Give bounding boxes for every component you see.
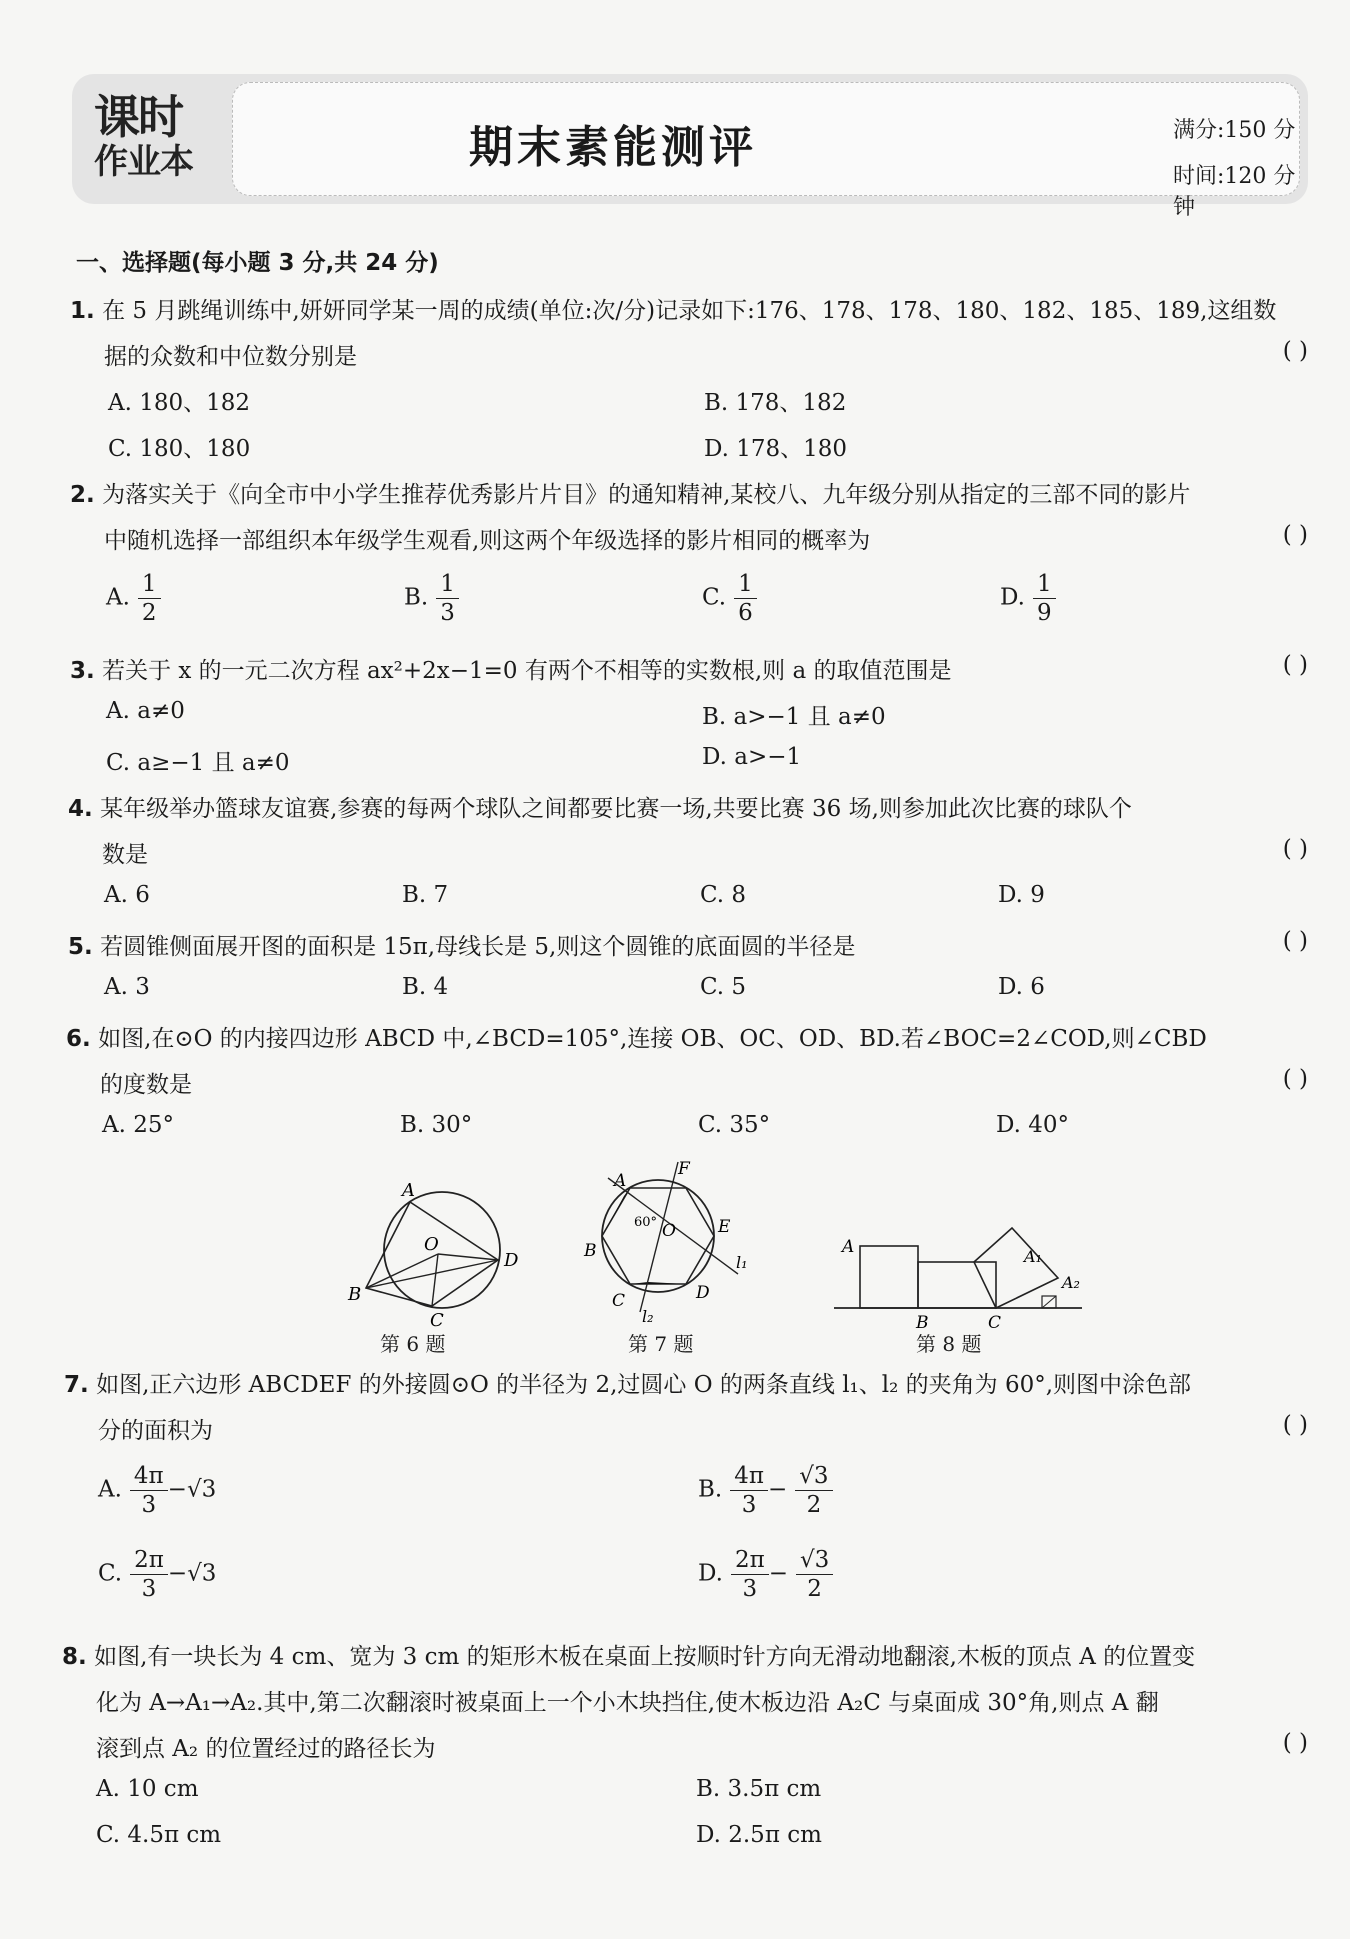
q8-line2: 化为 A→A₁→A₂.其中,第二次翻滚时被桌面上一个小木块挡住,使木板边沿 A₂C 与桌面成 30°角,则点 A 翻: [96, 1690, 1159, 1716]
q8-line1: [62, 1638, 1195, 1671]
q8-option-d: D. 2.5π cm: [696, 1822, 822, 1848]
q7-b-num: 4π: [730, 1462, 768, 1491]
q7-c-label: C.: [98, 1560, 123, 1587]
q2-d-label: D.: [1000, 584, 1025, 611]
q8-option-b: B. 3.5π cm: [696, 1776, 822, 1802]
q2-line1: [70, 476, 1190, 509]
q2-b-num: 1: [436, 570, 459, 599]
q7-d-label: D.: [698, 1560, 723, 1587]
q7-d-num2: √3: [796, 1546, 833, 1575]
figure-6-caption: 第 6 题: [380, 1332, 446, 1356]
q2-text1: 为落实关于《向全市中小学生推荐优秀影片片目》的通知精神,某校八、九年级分别从指定的三部不同的影片: [102, 482, 1191, 508]
q3-option-b: B. a>−1 且 a≠0: [702, 704, 886, 730]
q3-answer-paren: ( ): [1282, 652, 1308, 678]
fig7-label-l2: l₂: [642, 1307, 654, 1326]
q6-option-a: A. 25°: [102, 1112, 174, 1138]
fig6-label-d: D: [504, 1250, 519, 1271]
fig7-angle-label: 60°: [634, 1215, 658, 1230]
q6-line2: 的度数是: [100, 1072, 192, 1098]
fig8-label-c: C: [988, 1313, 1002, 1330]
q7-b-frac1: [730, 1462, 768, 1519]
q7-d-frac2: [796, 1546, 833, 1603]
fig6-label-b: B: [348, 1284, 362, 1305]
q7-answer-paren: ( ): [1282, 1412, 1308, 1438]
q5-number: 5.: [68, 934, 93, 960]
q5-line1: [68, 928, 855, 961]
q6-answer-paren: ( ): [1282, 1066, 1308, 1092]
q4-text1: 某年级举办篮球友谊赛,参赛的每两个球队之间都要比赛一场,共要比赛 36 场,则参加此次比赛的球队个: [100, 796, 1132, 822]
q8-number: 8.: [62, 1644, 87, 1670]
q7-d-num: 2π: [731, 1546, 769, 1575]
fig8-label-a1: A₁: [1024, 1247, 1042, 1266]
logo: [94, 92, 212, 188]
q4-option-c: C. 8: [700, 882, 747, 908]
q7-line1: [64, 1366, 1191, 1399]
q2-a-label: A.: [106, 584, 130, 611]
title-box: [232, 82, 1300, 220]
q7-d-den: 3: [742, 1576, 758, 1602]
q1-option-c: C. 180、180: [108, 436, 251, 462]
q6-option-b: B. 30°: [400, 1112, 473, 1138]
fig8-label-a: A: [842, 1237, 855, 1257]
q1-option-a: A. 180、182: [108, 390, 251, 416]
q7-b-den: 3: [741, 1492, 757, 1518]
q6-line1: [66, 1020, 1207, 1053]
q7-a-num: 4π: [130, 1462, 168, 1491]
q2-c-num: 1: [734, 570, 757, 599]
q7-option-b: [698, 1462, 833, 1519]
total-score: 满分:150 分: [1173, 118, 1296, 143]
q4-number: 4.: [68, 796, 93, 822]
q2-a-den: 2: [141, 600, 157, 626]
fig7-label-l1: l₁: [736, 1253, 748, 1272]
q2-a-frac: [138, 570, 161, 627]
q1-line1: [70, 292, 1276, 325]
figure-7: [568, 1156, 768, 1326]
q4-line2: 数是: [102, 842, 148, 868]
q1-answer-paren: ( ): [1282, 338, 1308, 364]
q7-a-label: A.: [98, 1476, 122, 1503]
time-limit: 时间:120 分钟: [1173, 164, 1296, 220]
q2-b-frac: [436, 570, 459, 627]
q8-option-a: A. 10 cm: [96, 1776, 199, 1802]
q5-answer-paren: ( ): [1282, 928, 1308, 954]
q7-option-a: [98, 1462, 216, 1519]
q5-option-d: D. 6: [998, 974, 1045, 1000]
q2-d-num: 1: [1033, 570, 1056, 599]
q5-option-a: A. 3: [104, 974, 150, 1000]
q8-answer-paren: ( ): [1282, 1730, 1308, 1756]
q3-text1: 若关于 x 的一元二次方程 ax²+2x−1=0 有两个不相等的实数根,则 a 的取值范围是: [102, 658, 952, 684]
q7-number: 7.: [64, 1372, 89, 1398]
q2-c-label: C.: [702, 584, 727, 611]
q2-b-den: 3: [440, 600, 455, 626]
q7-c-tail: −√3: [167, 1560, 217, 1587]
q2-option-b: [404, 570, 459, 627]
q3-line1: [70, 652, 952, 685]
q3-number: 3.: [70, 658, 95, 684]
q4-option-a: A. 6: [104, 882, 150, 908]
fig7-label-d: D: [696, 1283, 710, 1303]
fig7-label-c: C: [612, 1291, 626, 1311]
q1-number: 1.: [70, 298, 95, 324]
q7-b-den2: 2: [806, 1492, 822, 1518]
fig7-label-o: O: [662, 1221, 676, 1241]
q1-line2: 据的众数和中位数分别是: [104, 344, 357, 370]
q4-option-d: D. 9: [998, 882, 1045, 908]
q1-option-b: B. 178、182: [704, 390, 847, 416]
q7-line2: 分的面积为: [98, 1418, 213, 1444]
q7-c-frac: [130, 1546, 168, 1603]
q1-text1: 在 5 月跳绳训练中,妍妍同学某一周的成绩(单位:次/分)记录如下:176、178、178、180、182、185、189,这组数: [102, 298, 1277, 324]
q7-b-minus: −: [767, 1476, 788, 1503]
q7-a-den: 3: [141, 1492, 157, 1518]
q7-c-num: 2π: [130, 1546, 168, 1575]
q6-option-c: C. 35°: [698, 1112, 771, 1138]
q3-option-a: A. a≠0: [106, 698, 185, 724]
q7-d-den2: 2: [807, 1576, 822, 1602]
fig8-label-a2: A₂: [1062, 1273, 1080, 1292]
q1-option-d: D. 178、180: [704, 436, 848, 462]
q2-d-frac: [1033, 570, 1056, 627]
q7-option-d: [698, 1546, 833, 1603]
fig7-label-f: F: [678, 1159, 690, 1179]
figure-6: [330, 1170, 570, 1330]
q2-d-den: 9: [1036, 600, 1052, 626]
q2-option-d: [1000, 570, 1056, 627]
fig6-label-a: A: [402, 1180, 415, 1201]
q7-b-label: B.: [698, 1476, 723, 1503]
figure-8-caption: 第 8 题: [916, 1332, 982, 1356]
fig6-label-c: C: [430, 1310, 444, 1330]
q2-c-den: 6: [738, 600, 753, 626]
q8-option-c: C. 4.5π cm: [96, 1822, 222, 1848]
fig6-label-o: O: [424, 1234, 439, 1255]
q2-b-label: B.: [404, 584, 429, 611]
q6-text1: 如图,在⊙O 的内接四边形 ABCD 中,∠BCD=105°,连接 OB、OC、OD、BD.若∠BOC=2∠COD,则∠CBD: [98, 1026, 1207, 1052]
figure-7-caption: 第 7 题: [628, 1332, 694, 1356]
fig7-label-b: B: [584, 1241, 597, 1261]
section-title: 一、选择题(每小题 3 分,共 24 分): [76, 250, 439, 276]
logo-line1: 课时: [94, 90, 182, 144]
q2-line2: 中随机选择一部组织本年级学生观看,则这两个年级选择的影片相同的概率为: [104, 528, 871, 554]
q7-a-tail: −√3: [167, 1476, 217, 1503]
q6-number: 6.: [66, 1026, 91, 1052]
q7-option-c: [98, 1546, 216, 1603]
fig8-label-b: B: [916, 1313, 929, 1330]
q2-option-a: [106, 570, 161, 627]
q7-text1: 如图,正六边形 ABCDEF 的外接圆⊙O 的半径为 2,过圆心 O 的两条直线 l₁、l₂ 的夹角为 60°,则图中涂色部: [96, 1372, 1192, 1398]
fig7-label-e: E: [718, 1217, 731, 1237]
q3-option-c: C. a≥−1 且 a≠0: [106, 750, 290, 776]
q7-b-num2: √3: [795, 1462, 832, 1491]
q2-number: 2.: [70, 482, 95, 508]
q7-d-frac1: [731, 1546, 769, 1603]
q4-line1: [68, 790, 1132, 823]
q5-option-c: C. 5: [700, 974, 747, 1000]
q8-text1: 如图,有一块长为 4 cm、宽为 3 cm 的矩形木板在桌面上按顺时针方向无滑动地翻滚,木板的顶点 A 的位置变: [94, 1644, 1196, 1670]
q6-option-d: D. 40°: [996, 1112, 1070, 1138]
fig7-label-a: A: [614, 1171, 627, 1191]
q2-c-frac: [734, 570, 757, 627]
q2-answer-paren: ( ): [1282, 522, 1308, 548]
q4-option-b: B. 7: [402, 882, 449, 908]
q7-a-frac: [130, 1462, 168, 1519]
logo-line2: 作业本: [94, 142, 193, 182]
figure-8: [828, 1184, 1088, 1330]
q2-option-c: [702, 570, 757, 627]
q7-c-den: 3: [141, 1576, 157, 1602]
q7-b-frac2: [795, 1462, 832, 1519]
q5-option-b: B. 4: [402, 974, 449, 1000]
q7-d-minus: −: [768, 1560, 788, 1587]
q4-answer-paren: ( ): [1282, 836, 1308, 862]
q2-a-num: 1: [138, 570, 161, 599]
q8-line3: 滚到点 A₂ 的位置经过的路径长为: [96, 1736, 436, 1762]
q3-option-d: D. a>−1: [702, 744, 802, 770]
header-banner: [72, 74, 1308, 220]
q5-text1: 若圆锥侧面展开图的面积是 15π,母线长是 5,则这个圆锥的底面圆的半径是: [100, 934, 856, 960]
page-title: 期末素能测评: [469, 122, 757, 173]
